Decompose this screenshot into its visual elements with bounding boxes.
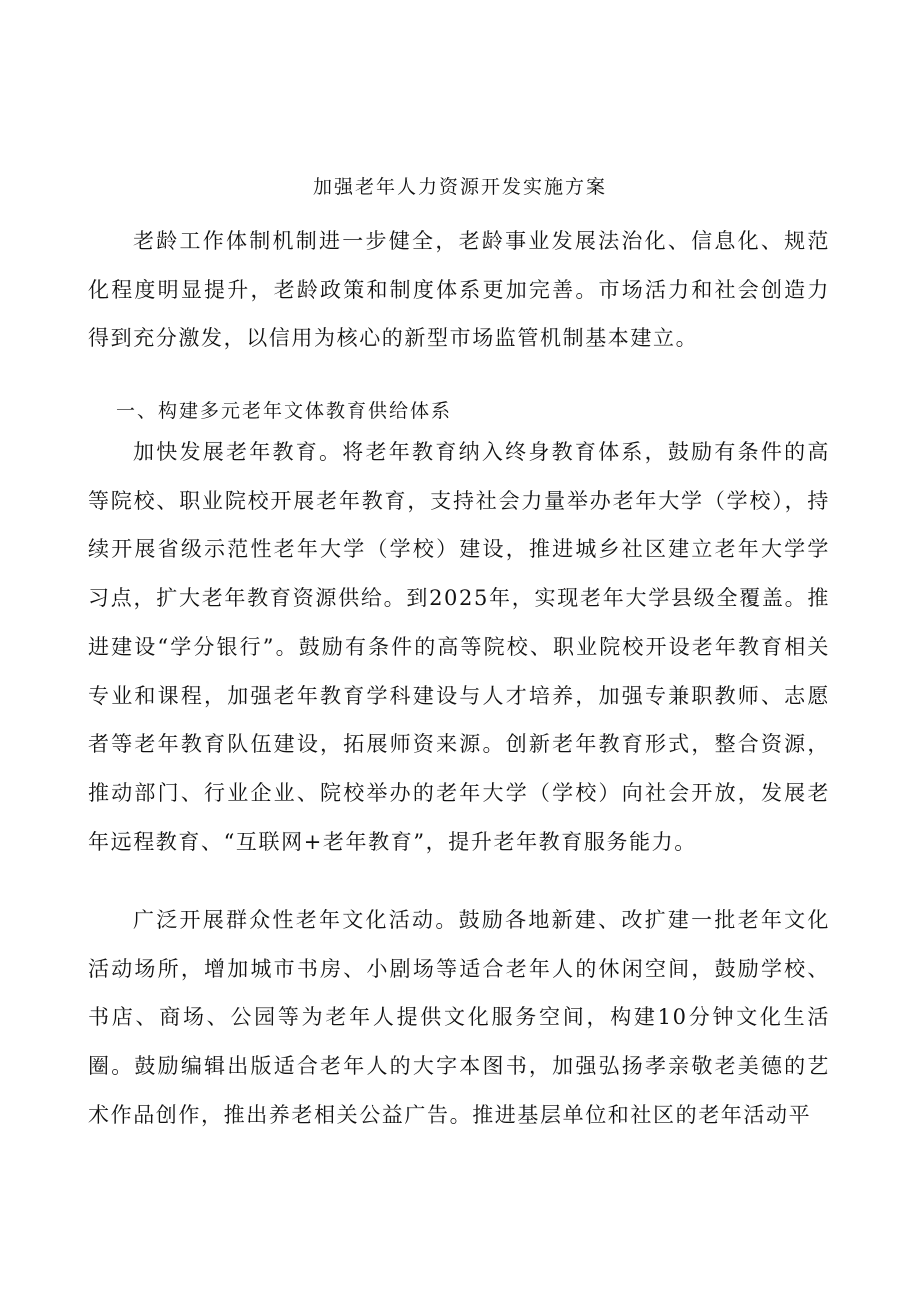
section-heading: 一、构建多元老年文体教育供给体系 xyxy=(116,400,453,422)
education-paragraph: 加快发展老年教育。将老年教育纳入终身教育体系，鼓励有条件的高等院校、职业院校开展老年教育，支持社会力量举办老年大学（学校），持续开展省级示范性老年大学（学校）建设，推进城乡社区建立老年大学学习点，扩大老年教育资源供给。到2025年，实现老年大学县级全覆盖。推进建设“学分银行”。鼓励有条件的高等院校、职业院校开设老年教育相关专业和课程，加强老年教育学科建设与人才培养，加强专兼职教师、志愿者等老年教育队伍建设，拓展师资来源。创新老年教育形式，整合资源，推动部门、行业企业、院校举办的老年大学（学校）向社会开放，发展老年远程教育、“互联网+老年教育”，提升老年教育服务能力。 xyxy=(88,440,830,854)
culture-paragraph: 广泛开展群众性老年文化活动。鼓励各地新建、改扩建一批老年文化活动场所，增加城市书房、小剧场等适合老年人的休闲空间，鼓励学校、书店、商场、公园等为老年人提供文化服务空间，构建10分钟文化生活圈。鼓励编辑出版适合老年人的大字本图书，加强弘扬孝亲敬老美德的艺术作品创作，推出养老相关公益广告。推进基层单位和社区的老年活动平 xyxy=(88,908,830,1127)
document-title: 加强老年人力资源开发实施方案 xyxy=(312,176,607,198)
intro-paragraph: 老龄工作体制机制进一步健全，老龄事业发展法治化、信息化、规范化程度明显提升，老龄政策和制度体系更加完善。市场活力和社会创造力得到充分激发，以信用为核心的新型市场监管机制基本建立。 xyxy=(88,229,830,351)
